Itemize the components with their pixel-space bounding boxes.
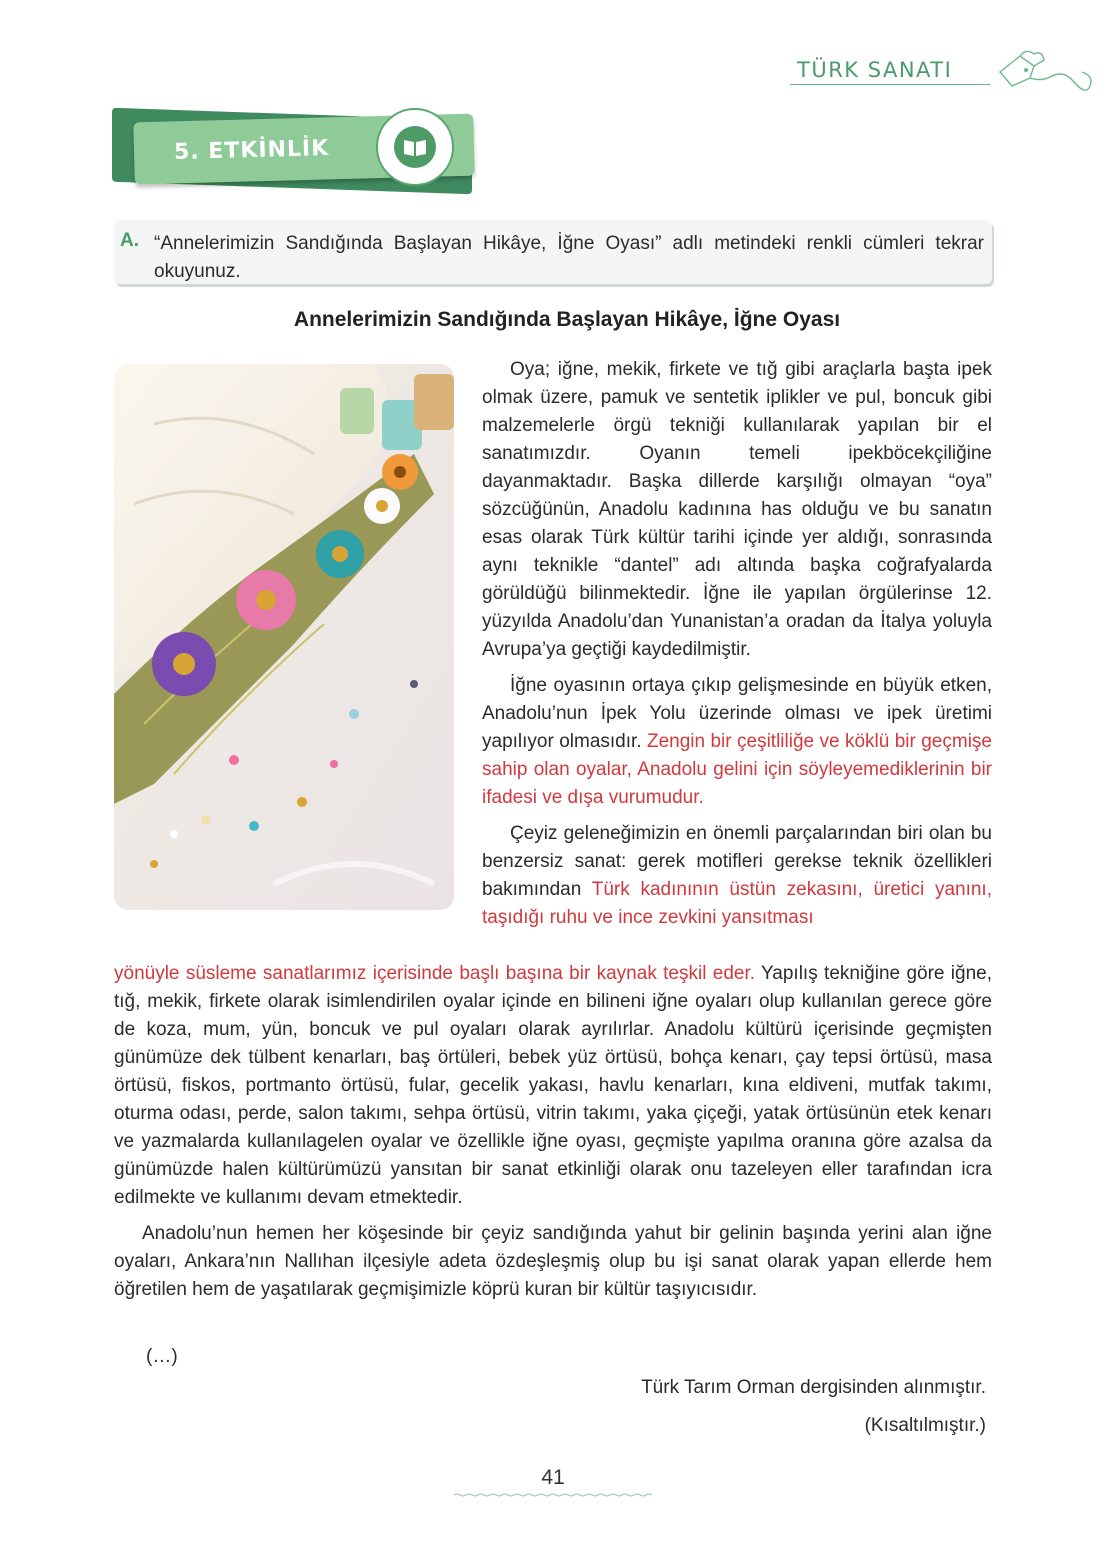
source-credit: Türk Tarım Orman dergisinden alınmıştır. <box>641 1377 986 1398</box>
header-divider <box>790 84 990 85</box>
paragraph-4: Anadolu’nun hemen her köşesinde bir çeyiz sandığında yahut bir gelinin başında yerini alan iğne oyaları, Ankara’nın Nallıhan ilçesiyle adeta özdeşleşmiş olup bu işi sanat olarak yapan ellerde hem öğretilen hem de yaşatılarak geçmişimizle köprü kuran bir kültür taşıyıcısıdır. <box>114 1223 992 1300</box>
book-badge-inner <box>394 126 436 168</box>
needle-lace-image <box>114 364 454 910</box>
paragraph-3-rest: Yapılış tekniğine göre iğne, tığ, mekik, firkete olarak isimlendirilen oyalar içinde en bilineni iğne oyaları olup kullanılan gerece göre de koza, mum, yün, boncuk ve pul oyaları olarak ayrılırlar. Anadolu kültürü içerisinde geçmişten günümüze dek tülbent kenarları, baş örtüleri, bebek yüz örtüsü, bohça kenarı, çay tepsi örtüsü, masa örtüsü, fiskos, portmanto örtüsü, fular, gecelik yakası, havlu kenarları, kına eldiveni, mutfak takımı, oturma odası, perde, salon takımı, sehpa örtüsü, vitrin takımı, yaka çiçeği, yatak örtüsünün etek kenarı ve yazmalarda kullanılagelen oyalar ve özellikle iğne oyası, geçmişte yapılma oranına göre azalsa da günümüzde halen kültürümüzü yansıtan bir sanat etkinliği olarak onu tazeleyen eller tarafından icra edilmekte ve kullanımı devam etmektedir. <box>114 963 993 1208</box>
puzzle-ornament-icon <box>990 42 1095 102</box>
shortened-note: (Kısaltılmıştır.) <box>864 1415 986 1436</box>
book-icon <box>394 126 436 168</box>
paragraph-2-plain: İğne oyasının ortaya çıkıp gelişmesinde en büyük etken, Anadolu’nun İpek Yolu üzerinde olması ve ipek üretimi yapılıyor olmasıdır. <box>482 675 992 752</box>
article-column-text <box>482 356 992 932</box>
paragraph-3-highlight-a: Türk kadınının üstün zekasını, üretici yanını, taşıdığı ruhu ve ince zevkini yansıtması <box>482 879 992 928</box>
page-number: 41 <box>541 1466 565 1489</box>
paragraph-3-plain: Çeyiz geleneğimizin en önemli parçalarından biri olan bu benzersiz sanat: gerek motifleri gerekse teknik özellikleri bakımından <box>482 823 992 900</box>
paragraph-2 <box>482 672 992 812</box>
page-ornament-line <box>454 1493 652 1497</box>
paragraph-3-highlight-b: yönüyle süsleme sanatlarımız içerisinde başlı başına bir kaynak teşkil eder. <box>114 963 756 984</box>
paragraph-3-continued <box>114 960 992 1212</box>
paragraph-3-start <box>482 820 992 932</box>
activity-banner <box>112 108 492 200</box>
needle-lace-photo <box>114 364 454 910</box>
paragraph-1: Oya; iğne, mekik, firkete ve tığ gibi araçlarla başta ipek olmak üzere, pamuk ve sentetik iplikler ve pul, boncuk gibi malzemelerle örgü tekniği kullanılarak yapılan bir el sanatımızdır. Oyanın temeli ipekböcekçiliğine dayanmaktadır. Başka dillerde karşılığı olmayan “oya” sözcüğünün, Anadolu kadınına has olduğu ve bu sanatın esas olarak Türk kültür tarihi içinde yer aldığı, sonrasında aynı teknikle “dantel” adı altında başka coğrafyalarda görüldüğü bilinmektedir. İğne ile yapılan örgülerinse 12. yüzyılda Anadolu’dan Yunanistan’a oradan da İtalya yoluyla Avrupa’ya geçtiği kaydedilmiştir. <box>482 359 992 660</box>
paragraph-2-highlight: Zengin bir çeşitliliğe ve köklü bir geçmişe sahip olan oyalar, Anadolu gelini için söyleyemediklerinin bir ifadesi ve dışa vurumudur. <box>482 731 992 808</box>
book-badge <box>376 108 454 186</box>
ellipsis: (…) <box>146 1346 178 1367</box>
instruction-letter: A. <box>120 230 139 251</box>
instruction-text: “Annelerimizin Sandığında Başlayan Hikâye, İğne Oyası” adlı metindeki renkli cümleri tekrar okuyunuz. <box>154 233 984 282</box>
article-title: Annelerimizin Sandığında Başlayan Hikâye, İğne Oyası <box>293 308 841 331</box>
instruction-box <box>114 220 992 284</box>
activity-label: 5. ETKİNLİK <box>173 135 330 166</box>
section-title: TÜRK SANATI <box>797 58 953 82</box>
article-full-text <box>114 960 992 1304</box>
